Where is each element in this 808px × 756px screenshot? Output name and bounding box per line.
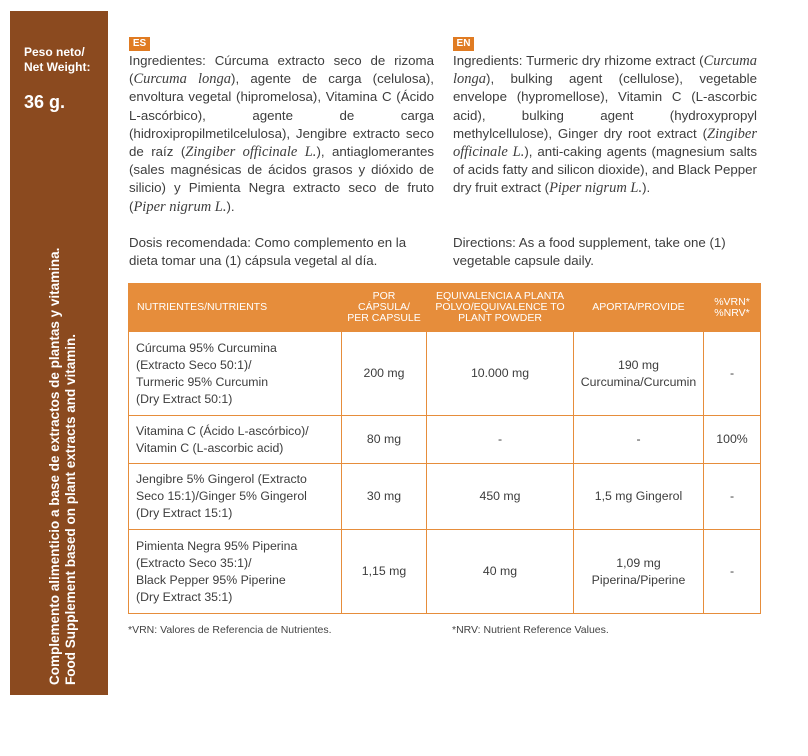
nutrient-cell: Pimienta Negra 95% Piperina (Extracto Seco 35:1)/ Black Pepper 95% Piperine (Dry Extract 35:1)	[129, 530, 342, 614]
nrv-cell: -	[704, 332, 761, 416]
ingredients-en	[453, 52, 757, 198]
nrv-cell: -	[704, 464, 761, 530]
net-weight-label: Peso neto/ Net Weight:	[24, 45, 91, 74]
ingredient-text: ).	[642, 180, 651, 196]
nutrient-cell: Cúrcuma 95% Curcumina (Extracto Seco 50:1)/ Turmeric 95% Curcumin (Dry Extract 50:1)	[129, 332, 342, 416]
nutrient-cell: Vitamina C (Ácido L-ascórbico)/ Vitamin C (L-ascorbic acid)	[129, 416, 342, 464]
equivalence-cell: 450 mg	[427, 464, 574, 530]
provide-cell: -	[574, 416, 704, 464]
ingredients-es	[129, 52, 434, 216]
language-tag-en: EN	[453, 37, 474, 51]
header-nrv: %VRN* %NRV*	[704, 284, 761, 332]
nrv-cell: -	[704, 530, 761, 614]
net-weight-sidebar	[10, 11, 108, 695]
net-weight-value: 36 g.	[24, 92, 66, 112]
per-capsule-cell: 80 mg	[342, 416, 427, 464]
per-capsule-cell: 30 mg	[342, 464, 427, 530]
ingredient-text: Ingredientes: Cúrcuma extracto seco de rizoma (	[129, 53, 434, 87]
table-row	[129, 332, 761, 416]
header-equivalence: EQUIVALENCIA A PLANTA POLVO/EQUIVALENCE TO PLANT POWDER	[427, 284, 574, 332]
footnote-vrn: *VRN: Valores de Referencia de Nutrientes.	[128, 624, 332, 636]
species-name: Piper nigrum L.	[133, 198, 227, 215]
equivalence-cell: 40 mg	[427, 530, 574, 614]
table-header-row	[129, 284, 761, 332]
ingredient-text: Ingredients: Turmeric dry rhizome extract (	[453, 53, 704, 68]
header-nutrients: NUTRIENTES/NUTRIENTS	[129, 284, 342, 332]
product-description-en: Food Supplement based on plant extracts and vitamin.	[63, 333, 78, 685]
dosage-en: Directions: As a food supplement, take one (1) vegetable capsule daily.	[453, 235, 726, 269]
product-description-es: Complemento alimenticio a base de extractos de plantas y vitamina.	[47, 247, 62, 685]
table-row	[129, 416, 761, 464]
equivalence-cell: -	[427, 416, 574, 464]
product-description-vertical	[47, 195, 79, 685]
per-capsule-cell: 200 mg	[342, 332, 427, 416]
species-name: Piper nigrum L.	[549, 180, 643, 197]
nrv-cell: 100%	[704, 416, 761, 464]
provide-cell: 1,5 mg Gingerol	[574, 464, 704, 530]
dosage-es: Dosis recomendada: Como complemento en la dieta tomar una (1) cápsula vegetal al día.	[129, 235, 407, 269]
species-name: Zingiber officinale L.	[185, 144, 317, 161]
ingredient-text: ), bulking agent (cellulose), vegetable envelope (hypromellose), Vitamin C (L-ascorbic acid), bulking agent (hydroxypropyl methylcellulose), Ginger dry root extract (	[453, 71, 757, 141]
header-per-capsule: POR CÁPSULA/ PER CAPSULE	[342, 284, 427, 332]
per-capsule-cell: 1,15 mg	[342, 530, 427, 614]
table-row	[129, 530, 761, 614]
provide-cell: 1,09 mg Piperina/Piperine	[574, 530, 704, 614]
ingredient-text: ), agente de carga (celulosa), envoltura vegetal (hipromelosa), Vitamina C (Ácido L-ascórbico), agente de carga (hidroxipropilmetilcelulosa), Jengibre extracto seco de raíz (	[129, 71, 434, 160]
provide-cell: 190 mg Curcumina/Curcumin	[574, 332, 704, 416]
language-tag-es: ES	[129, 37, 150, 51]
species-name: Zingiber officinale L.	[453, 125, 757, 161]
header-provide: APORTA/PROVIDE	[574, 284, 704, 332]
equivalence-cell: 10.000 mg	[427, 332, 574, 416]
footnote-nrv: *NRV: Nutrient Reference Values.	[452, 624, 609, 636]
species-name: Curcuma longa	[453, 53, 757, 88]
table-row	[129, 464, 761, 530]
nutrient-cell: Jengibre 5% Gingerol (Extracto Seco 15:1)/Ginger 5% Gingerol (Dry Extract 15:1)	[129, 464, 342, 530]
ingredient-text: ).	[226, 198, 235, 214]
ingredient-text: ), antiaglomerantes (sales magnésicas de ácidos grasos y dióxido de silicio) y Pimienta Negra extracto seco de fruto (	[129, 144, 435, 214]
ingredient-text: ), anti-caking agents (magnesium salts of acids fatty and silicon dioxide), and Black Pepper dry fruit extract (	[453, 144, 757, 196]
nutrition-table	[128, 283, 761, 614]
species-name: Curcuma longa	[133, 71, 232, 88]
